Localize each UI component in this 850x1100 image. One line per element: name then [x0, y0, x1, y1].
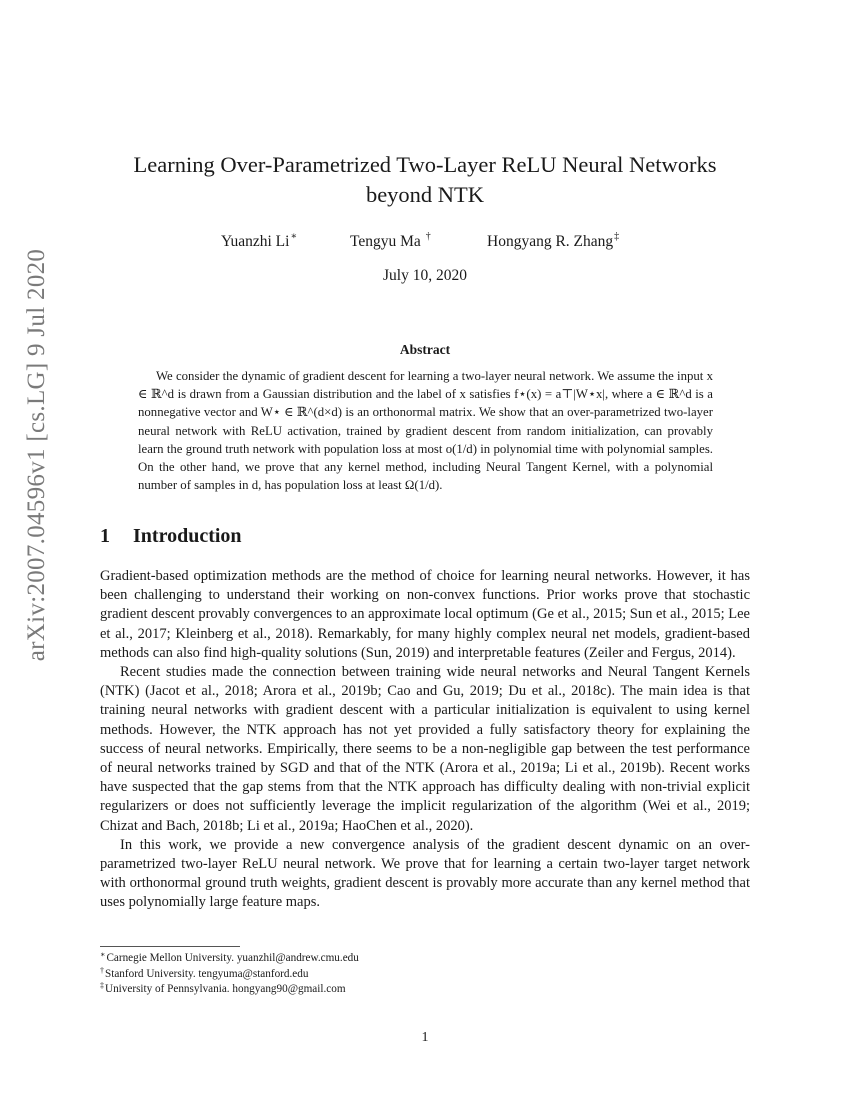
author-mark: ‡ — [614, 231, 620, 242]
footnote — [100, 982, 750, 998]
section-title: Introduction — [133, 525, 242, 547]
author-list — [0, 233, 850, 255]
arxiv-watermark: arXiv:2007.04596v1 [cs.LG] 9 Jul 2020 — [23, 248, 50, 662]
footnote-mark: † — [100, 965, 104, 975]
paragraph: Gradient-based optimization methods are the method of choice for learning neural networks. However, it has been challenging to understand their working on non-convex functions. Prior works prove that stochastic gradient descent provably convergences to an approximate local optimum (Ge et al., 2015; Sun et al., 2015; Lee et al., 2017; Kleinberg et al., 2018). Remarkably, for many highly complex neural net models, gradient-based methods can also find high-quality solutions (Sun, 2019) and interpretable features (Zeiler and Fergus, 2014). — [100, 568, 750, 661]
author-name: Hongyang R. Zhang — [487, 233, 614, 250]
paper-date: July 10, 2020 — [383, 267, 467, 284]
paper-title — [100, 150, 750, 210]
paragraph: In this work, we provide a new convergence analysis of the gradient descent dynamic on an over-parametrized two-layer ReLU neural network. We prove that for learning a certain two-layer target network with orthonormal ground truth weights, gradient descent is provably more accurate than any kernel method that uses polynomially large feature maps. — [100, 836, 750, 911]
title-line-1: Learning Over-Parametrized Two-Layer ReLU Neural Networks — [133, 152, 717, 177]
abstract-heading: Abstract — [399, 342, 451, 357]
footnote-mark: ‡ — [100, 981, 104, 990]
section-number: 1 — [100, 525, 110, 547]
title-line-2: beyond NTK — [365, 182, 485, 207]
author-name: Yuanzhi Li — [221, 233, 290, 250]
footnote-text: University of Pennsylvania. hongyang90@gmail.com — [105, 983, 346, 995]
footnote-text: Carnegie Mellon University. yuanzhil@andrew.cmu.edu — [106, 952, 359, 964]
abstract-text: We consider the dynamic of gradient descent for learning a two-layer neural network. We assume the input x ∈ ℝ^d is drawn from a Gaussian distribution and the label of x satisfies f⋆(x) = a⊤|W⋆x|, where a ∈ ℝ^d is a nonnegative vector and W⋆ ∈ ℝ^(d×d) is an orthonormal matrix. We show that an over-parametrized two-layer neural network with ReLU activation, trained by gradient descent from random initialization, can provably learn the ground truth network with population loss at most o(1/d) in polynomial time with polynomial samples. On the other hand, we prove that any kernel method, including Neural Tangent Kernel, with a polynomial number of samples in d, has population loss at least Ω(1/d). — [138, 369, 713, 493]
author-name: Tengyu Ma — [350, 233, 421, 250]
section-heading — [100, 525, 242, 548]
introduction-body — [100, 567, 750, 913]
footnote-rule — [100, 946, 240, 947]
page-number: 1 — [421, 1030, 429, 1045]
author — [487, 233, 619, 251]
author-mark: † — [425, 231, 431, 242]
footnote — [100, 951, 750, 967]
footnotes — [100, 951, 750, 998]
author — [350, 233, 431, 251]
author — [221, 233, 297, 251]
paragraph: Recent studies made the connection between training wide neural networks and Neural Tangent Kernels (NTK) (Jacot et al., 2018; Arora et al., 2019b; Cao and Gu, 2019; Du et al., 2018c). The main idea is that training neural networks with gradient descent with a particular initialization is equivalent to using kernel methods. However, the NTK approach has not yet provided a fully satisfactory theory for explaining the success of neural networks. Empirically, there seems to be a non-negligible gap between the test performance of neural networks trained by SGD and that of the NTK (Arora et al., 2019a; Li et al., 2019b). Recent works have suspected that the gap stems from that the NTK approach has difficulty dealing with non-trivial explicit regularizers or does not sufficiently leverage the implicit regularization of the algorithm (Wei et al., 2019; Chizat and Bach, 2018b; Li et al., 2019a; HaoChen et al., 2020). — [100, 664, 750, 834]
footnote-text: Stanford University. tengyuma@stanford.edu — [105, 967, 309, 980]
footnote-mark: ∗ — [100, 950, 106, 959]
footnote — [100, 967, 750, 983]
author-mark: ∗ — [290, 231, 298, 242]
